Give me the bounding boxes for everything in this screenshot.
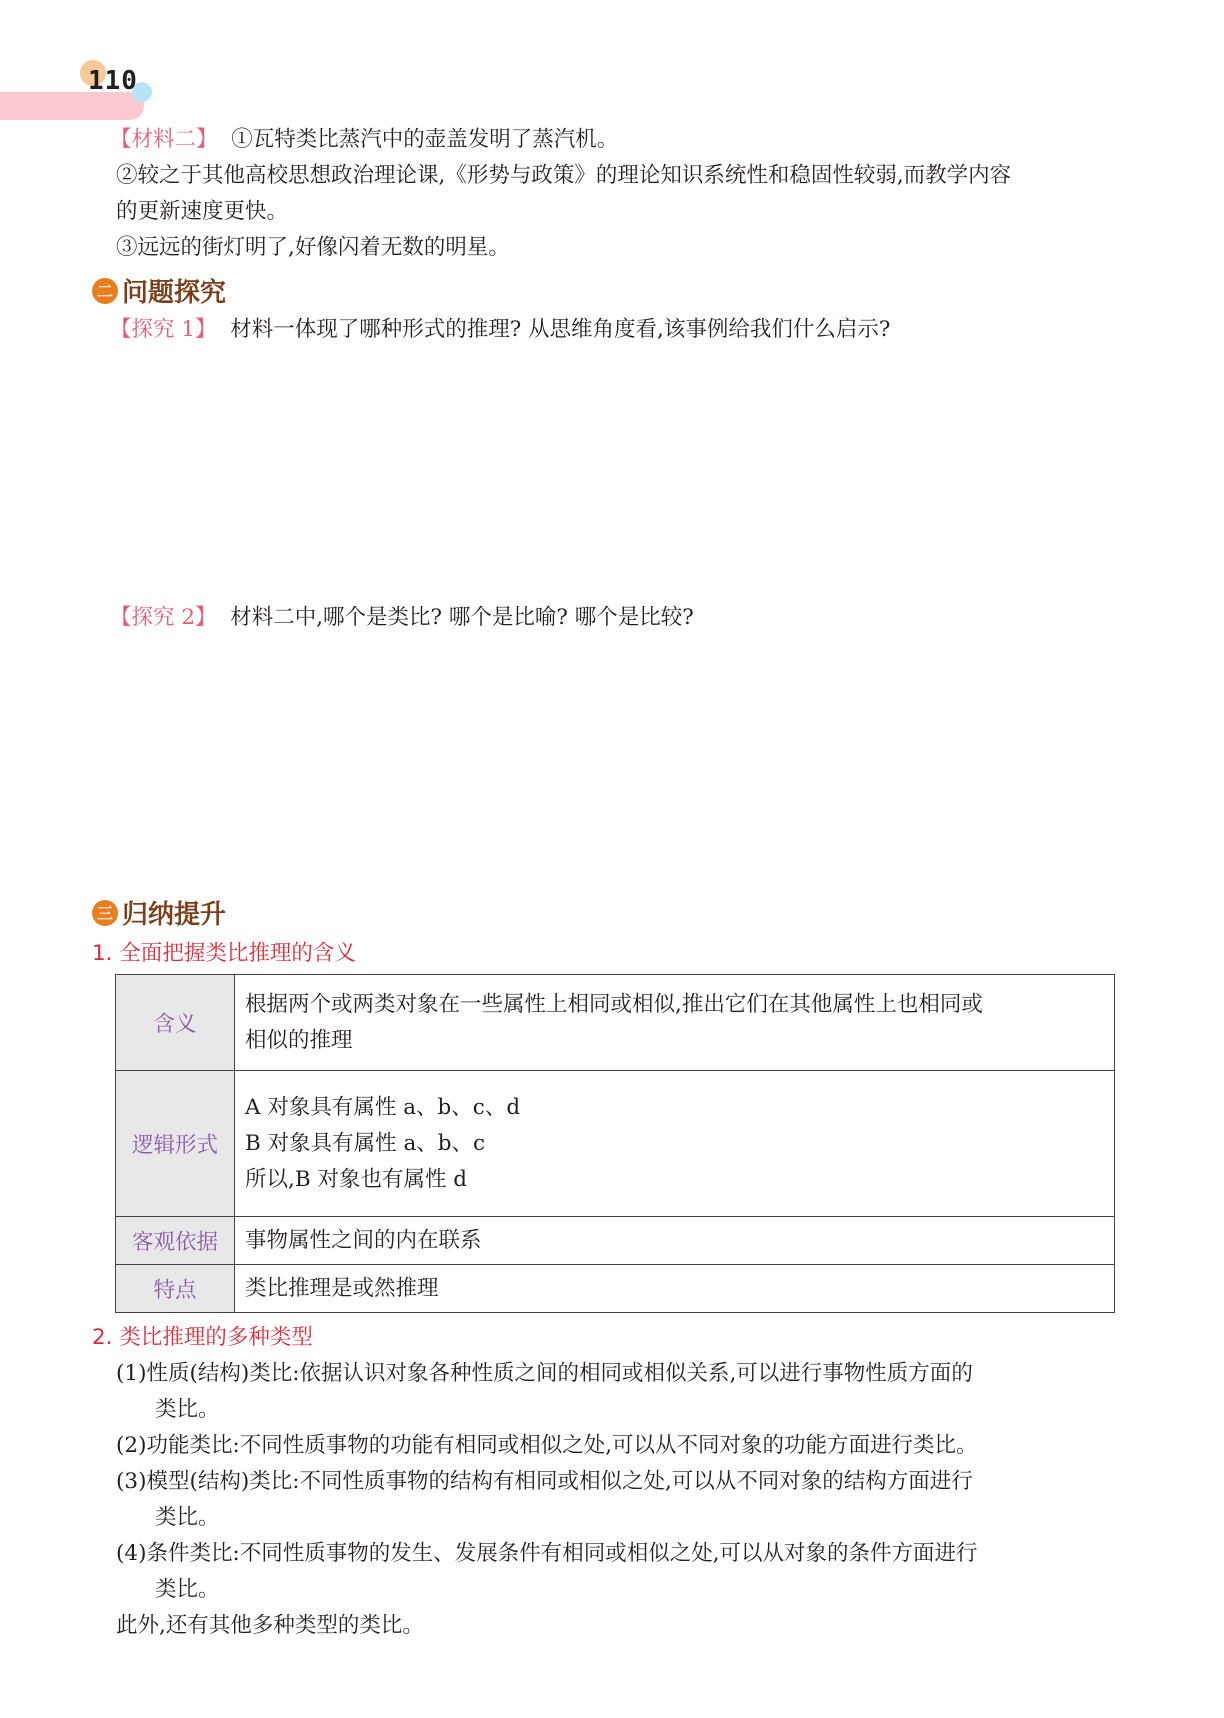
table-head-feature: 特点 xyxy=(116,1265,235,1313)
type3-line2: 类比。 xyxy=(155,1505,220,1530)
type4-line2: 类比。 xyxy=(155,1577,220,1602)
material2-item3: ③远远的街灯明了,好像闪着无数的明星。 xyxy=(116,235,510,260)
table-cell-logic xyxy=(235,1071,1115,1217)
table-row-meaning xyxy=(116,975,1115,1071)
type3-line1: (3)模型(结构)类比:不同性质事物的结构有相同或相似之处,可以从不同对象的结构方面进行 xyxy=(116,1469,973,1494)
question1 xyxy=(110,312,890,348)
table-row-feature xyxy=(116,1265,1115,1313)
table-cell-feature: 类比推理是或然推理 xyxy=(235,1265,1115,1313)
section2-badge: 二 xyxy=(92,278,118,304)
table-row-logic xyxy=(116,1071,1115,1217)
section3-heading xyxy=(92,894,226,931)
logic-line2: B 对象具有属性 a、b、c xyxy=(245,1130,486,1156)
header-ribbon xyxy=(0,92,144,120)
subheading-1: 1. 全面把握类比推理的含义 xyxy=(92,941,356,966)
section3-badge: 三 xyxy=(92,900,118,926)
section2-heading xyxy=(92,272,226,309)
table-cell-basis: 事物属性之间的内在联系 xyxy=(235,1217,1115,1265)
question2-text: 材料二中,哪个是类比? 哪个是比喻? 哪个是比较? xyxy=(230,605,694,630)
section2-title: 问题探究 xyxy=(122,278,227,308)
table-head-logic: 逻辑形式 xyxy=(116,1071,235,1217)
material2-item2-line2: 的更新速度更快。 xyxy=(116,199,289,224)
table-row-basis xyxy=(116,1217,1115,1265)
section3-title: 归纳提升 xyxy=(122,900,227,930)
type1-line1: (1)性质(结构)类比:依据认识对象各种性质之间的相同或相似关系,可以进行事物性质方面的 xyxy=(116,1361,973,1386)
material2-item2-line1: ②较之于其他高校思想政治理论课,《形势与政策》的理论知识系统性和稳固性较弱,而教学内容 xyxy=(116,163,1012,188)
question2 xyxy=(110,600,694,636)
material2-label: 【材料二】 xyxy=(110,127,218,152)
logic-line1: A 对象具有属性 a、b、c、d xyxy=(245,1094,521,1120)
material2-item1: ①瓦特类比蒸汽中的壶盖发明了蒸汽机。 xyxy=(231,127,619,152)
page-number: 110 xyxy=(88,66,138,96)
logic-line3: 所以,B 对象也有属性 d xyxy=(245,1166,468,1192)
material2-line1 xyxy=(110,122,618,158)
type4-line1: (4)条件类比:不同性质事物的发生、发展条件有相同或相似之处,可以从对象的条件方面进行 xyxy=(116,1541,978,1566)
meaning-line2: 相似的推理 xyxy=(245,1027,353,1053)
meaning-line1: 根据两个或两类对象在一些属性上相同或相似,推出它们在其他属性上也相同或 xyxy=(245,991,983,1017)
question2-label: 【探究 2】 xyxy=(110,605,217,630)
type1-line2: 类比。 xyxy=(155,1397,220,1422)
summary-table xyxy=(115,974,1115,1313)
subheading-2: 2. 类比推理的多种类型 xyxy=(92,1325,313,1350)
types-closing: 此外,还有其他多种类型的类比。 xyxy=(116,1613,424,1638)
table-head-meaning: 含义 xyxy=(116,975,235,1071)
question1-text: 材料一体现了哪种形式的推理? 从思维角度看,该事例给我们什么启示? xyxy=(230,317,891,342)
table-head-basis: 客观依据 xyxy=(116,1217,235,1265)
question1-label: 【探究 1】 xyxy=(110,317,217,342)
type2-line1: (2)功能类比:不同性质事物的功能有相同或相似之处,可以从不同对象的功能方面进行类比。 xyxy=(116,1433,978,1458)
table-cell-meaning xyxy=(235,975,1115,1071)
